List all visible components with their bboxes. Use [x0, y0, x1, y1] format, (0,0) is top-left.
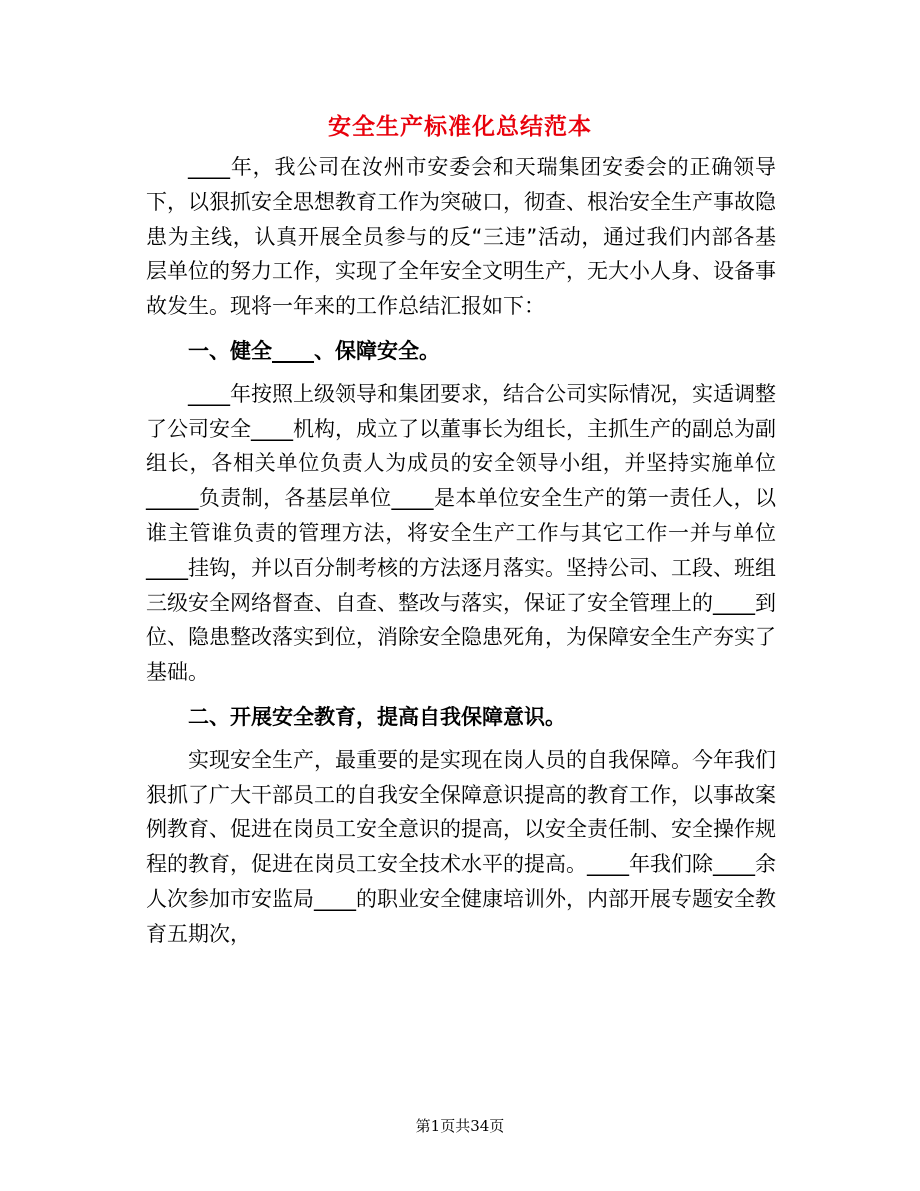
section-heading-1: 一、健全____、保障安全。	[188, 338, 440, 363]
section-heading-2: 二、开展安全教育，提高自我保障意识。	[188, 704, 566, 729]
paragraph-section-2: 实现安全生产，最重要的是实现在岗人员的自我保障。今年我们狠抓了广大干部员工的自我安全保障意识提高的教育工作，以事故案例教育、促进在岗员工安全意识的提高，以安全责任制、安全操作规程的教育，促进在岗员工安全技术水平的提高。____年我们除____余人次参加市安监局____的职业安全健康培训外，内部开展专题安全教育五期次，	[146, 747, 776, 946]
paragraph-intro: ____年，我公司在汝州市安委会和天瑞集团安委会的正确领导下，以狠抓安全思想教育工作为突破口，彻查、根治安全生产事故隐患为主线，认真开展全员参与的反“三违”活动，通过我们内部各基层单位的努力工作，实现了全年安全文明生产，无大小人身、设备事故发生。现将一年来的工作总结汇报如下：	[146, 155, 776, 319]
document-title: 安全生产标准化总结范本	[328, 114, 592, 140]
document-body	[146, 150, 776, 952]
page-number-footer: 第1页共34页	[415, 1117, 505, 1135]
paragraph-section-1: ____年按照上级领导和集团要求，结合公司实际情况，实适调整了公司安全____机构，成立了以董事长为组长，主抓生产的副总为副组长，各相关单位负责人为成员的安全领导小组，并坚持实施单位_____负责制，各基层单位____是本单位安全生产的第一责任人，以谁主管谁负责的管理方法，将安全生产工作与其它工作一并与单位____挂钩，并以百分制考核的方法逐月落实。坚持公司、工段、班组三级安全网络督查、自查、整改与落实，保证了安全管理上的____到位、隐患整改落实到位，消除安全隐患死角，为保障安全生产夯实了基础。	[146, 381, 776, 685]
